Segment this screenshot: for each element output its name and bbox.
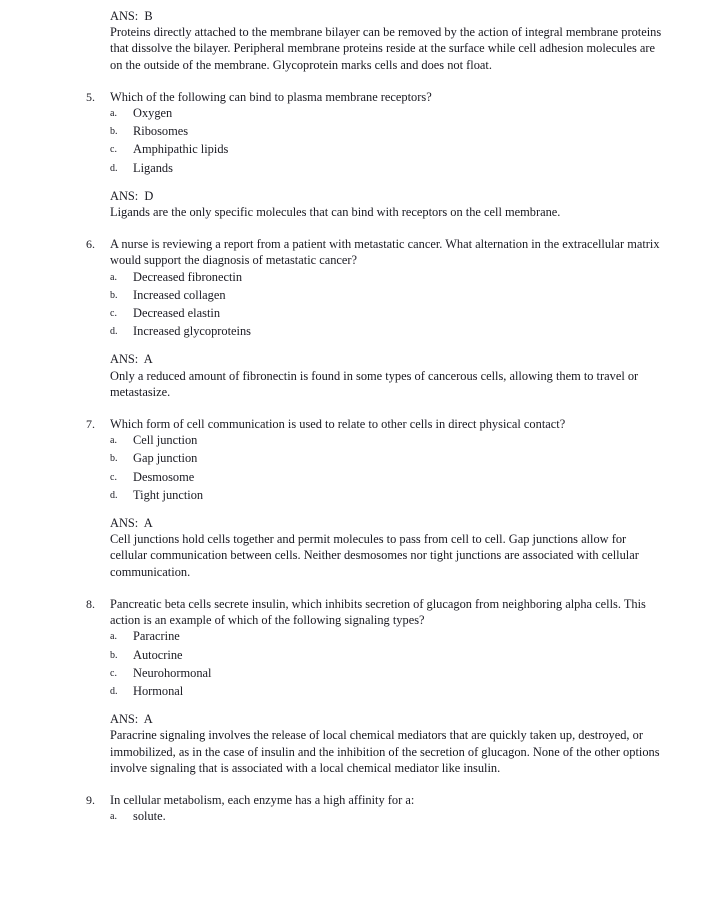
option-list xyxy=(110,628,666,701)
answer-block xyxy=(110,515,666,580)
option-item[interactable] xyxy=(110,665,666,683)
answer-label: ANS: A xyxy=(110,516,153,531)
question-row xyxy=(86,236,666,268)
answer-label: ANS: A xyxy=(110,712,153,727)
answer-block xyxy=(110,711,666,776)
option-list xyxy=(110,808,666,826)
option-list xyxy=(110,269,666,342)
option-item[interactable] xyxy=(110,123,666,141)
question-number: 5. xyxy=(86,89,95,104)
option-item[interactable] xyxy=(110,628,666,646)
option-item[interactable] xyxy=(110,487,666,505)
block-spacer xyxy=(86,73,666,89)
answer-spacer xyxy=(86,178,666,188)
question-item-5 xyxy=(86,89,666,220)
option-text: Gap junction xyxy=(133,451,198,466)
option-letter: d. xyxy=(110,685,118,697)
block-spacer xyxy=(86,220,666,236)
option-text: Ligands xyxy=(133,160,173,175)
answer-explanation: Paracrine signaling involves the release of local chemical mediators that are quickly taken up, destroyed, or immobilized, as in the case of insulin and the inhibition of the secretion of glucagon. None of the other options involve signaling that is associated with a local chemical mediator like insulin. xyxy=(110,728,660,775)
option-letter: c. xyxy=(110,471,117,483)
answer-explanation: Only a reduced amount of fibronectin is found in some types of cancerous cells, allowing them to travel or metastasize. xyxy=(110,368,639,399)
answer-block xyxy=(110,188,666,220)
option-text: Paracrine xyxy=(133,629,180,644)
option-text: Oxygen xyxy=(133,106,173,121)
option-letter: c. xyxy=(110,667,117,679)
question-text: A nurse is reviewing a report from a patient with metastatic cancer. What alternation in the extracellular matrix would support the diagnosis of metastatic cancer? xyxy=(110,237,660,268)
carryover-answer-block xyxy=(110,8,666,73)
document-content xyxy=(86,8,666,826)
option-text: Cell junction xyxy=(133,433,198,448)
answer-spacer xyxy=(86,701,666,711)
option-letter: b. xyxy=(110,453,118,465)
option-item[interactable] xyxy=(110,105,666,123)
question-item-8 xyxy=(86,596,666,776)
option-item[interactable] xyxy=(110,450,666,468)
question-text: In cellular metabolism, each enzyme has a high affinity for a: xyxy=(110,792,415,807)
answer-label: ANS: A xyxy=(110,352,153,367)
question-row xyxy=(86,416,666,432)
block-spacer xyxy=(86,580,666,596)
answer-block xyxy=(110,351,666,400)
option-text: Increased collagen xyxy=(133,287,226,302)
answer-label: ANS: D xyxy=(110,188,154,203)
option-text: Hormonal xyxy=(133,683,184,698)
option-letter: a. xyxy=(110,271,117,283)
answer-explanation: Proteins directly attached to the membrane bilayer can be removed by the action of integral membrane proteins that dissolve the bilayer. Peripheral membrane proteins reside at the surface while cell adhesion molecules are on the outside of the membrane. Glycoprotein marks cells and does not float. xyxy=(110,25,662,72)
option-text: Ribosomes xyxy=(133,124,189,139)
option-item[interactable] xyxy=(110,141,666,159)
option-letter: c. xyxy=(110,144,117,156)
option-item[interactable] xyxy=(110,323,666,341)
answer-explanation: Ligands are the only specific molecules that can bind with receptors on the cell membrane. xyxy=(110,205,561,220)
question-text: Which of the following can bind to plasma membrane receptors? xyxy=(110,89,432,104)
option-item[interactable] xyxy=(110,160,666,178)
option-letter: a. xyxy=(110,631,117,643)
option-item[interactable] xyxy=(110,269,666,287)
option-letter: a. xyxy=(110,811,117,823)
answer-label: ANS: B xyxy=(110,9,153,23)
option-text: Autocrine xyxy=(133,647,183,662)
option-item[interactable] xyxy=(110,647,666,665)
option-letter: b. xyxy=(110,126,118,138)
option-list xyxy=(110,105,666,178)
option-letter: b. xyxy=(110,649,118,661)
question-number: 9. xyxy=(86,792,95,807)
option-letter: a. xyxy=(110,435,117,447)
option-text: solute. xyxy=(133,809,166,824)
question-number: 6. xyxy=(86,237,95,252)
question-number: 7. xyxy=(86,417,95,432)
question-item-6 xyxy=(86,236,666,400)
option-item[interactable] xyxy=(110,287,666,305)
option-letter: c. xyxy=(110,308,117,320)
option-item[interactable] xyxy=(110,469,666,487)
block-spacer xyxy=(86,400,666,416)
option-letter: d. xyxy=(110,489,118,501)
option-text: Tight junction xyxy=(133,487,204,502)
option-text: Neurohormonal xyxy=(133,665,212,680)
option-list xyxy=(110,432,666,505)
question-text: Which form of cell communication is used to relate to other cells in direct physical contact? xyxy=(110,417,566,432)
option-text: Increased glycoproteins xyxy=(133,324,252,339)
question-row xyxy=(86,89,666,105)
answer-spacer xyxy=(86,505,666,515)
answer-explanation: Cell junctions hold cells together and permit molecules to pass from cell to cell. Gap junctions allow for cellular communication between cells. Neither desmosomes nor tight junctions are associated with cellular communication. xyxy=(110,532,639,579)
option-text: Decreased elastin xyxy=(133,306,221,321)
option-item[interactable] xyxy=(110,432,666,450)
option-item[interactable] xyxy=(110,683,666,701)
option-letter: a. xyxy=(110,108,117,120)
question-item-7 xyxy=(86,416,666,580)
option-letter: b. xyxy=(110,289,118,301)
option-letter: d. xyxy=(110,162,118,174)
answer-spacer xyxy=(86,341,666,351)
option-item[interactable] xyxy=(110,808,666,826)
question-number: 8. xyxy=(86,596,95,611)
question-row xyxy=(86,596,666,628)
option-letter: d. xyxy=(110,326,118,338)
question-item-9 xyxy=(86,792,666,826)
option-text: Decreased fibronectin xyxy=(133,269,243,284)
option-text: Amphipathic lipids xyxy=(133,142,229,157)
question-text: Pancreatic beta cells secrete insulin, which inhibits secretion of glucagon from neighboring alpha cells. This action is an example of which of the following signaling types? xyxy=(110,596,646,628)
question-row xyxy=(86,792,666,808)
block-spacer xyxy=(86,776,666,792)
option-item[interactable] xyxy=(110,305,666,323)
option-text: Desmosome xyxy=(133,469,195,484)
